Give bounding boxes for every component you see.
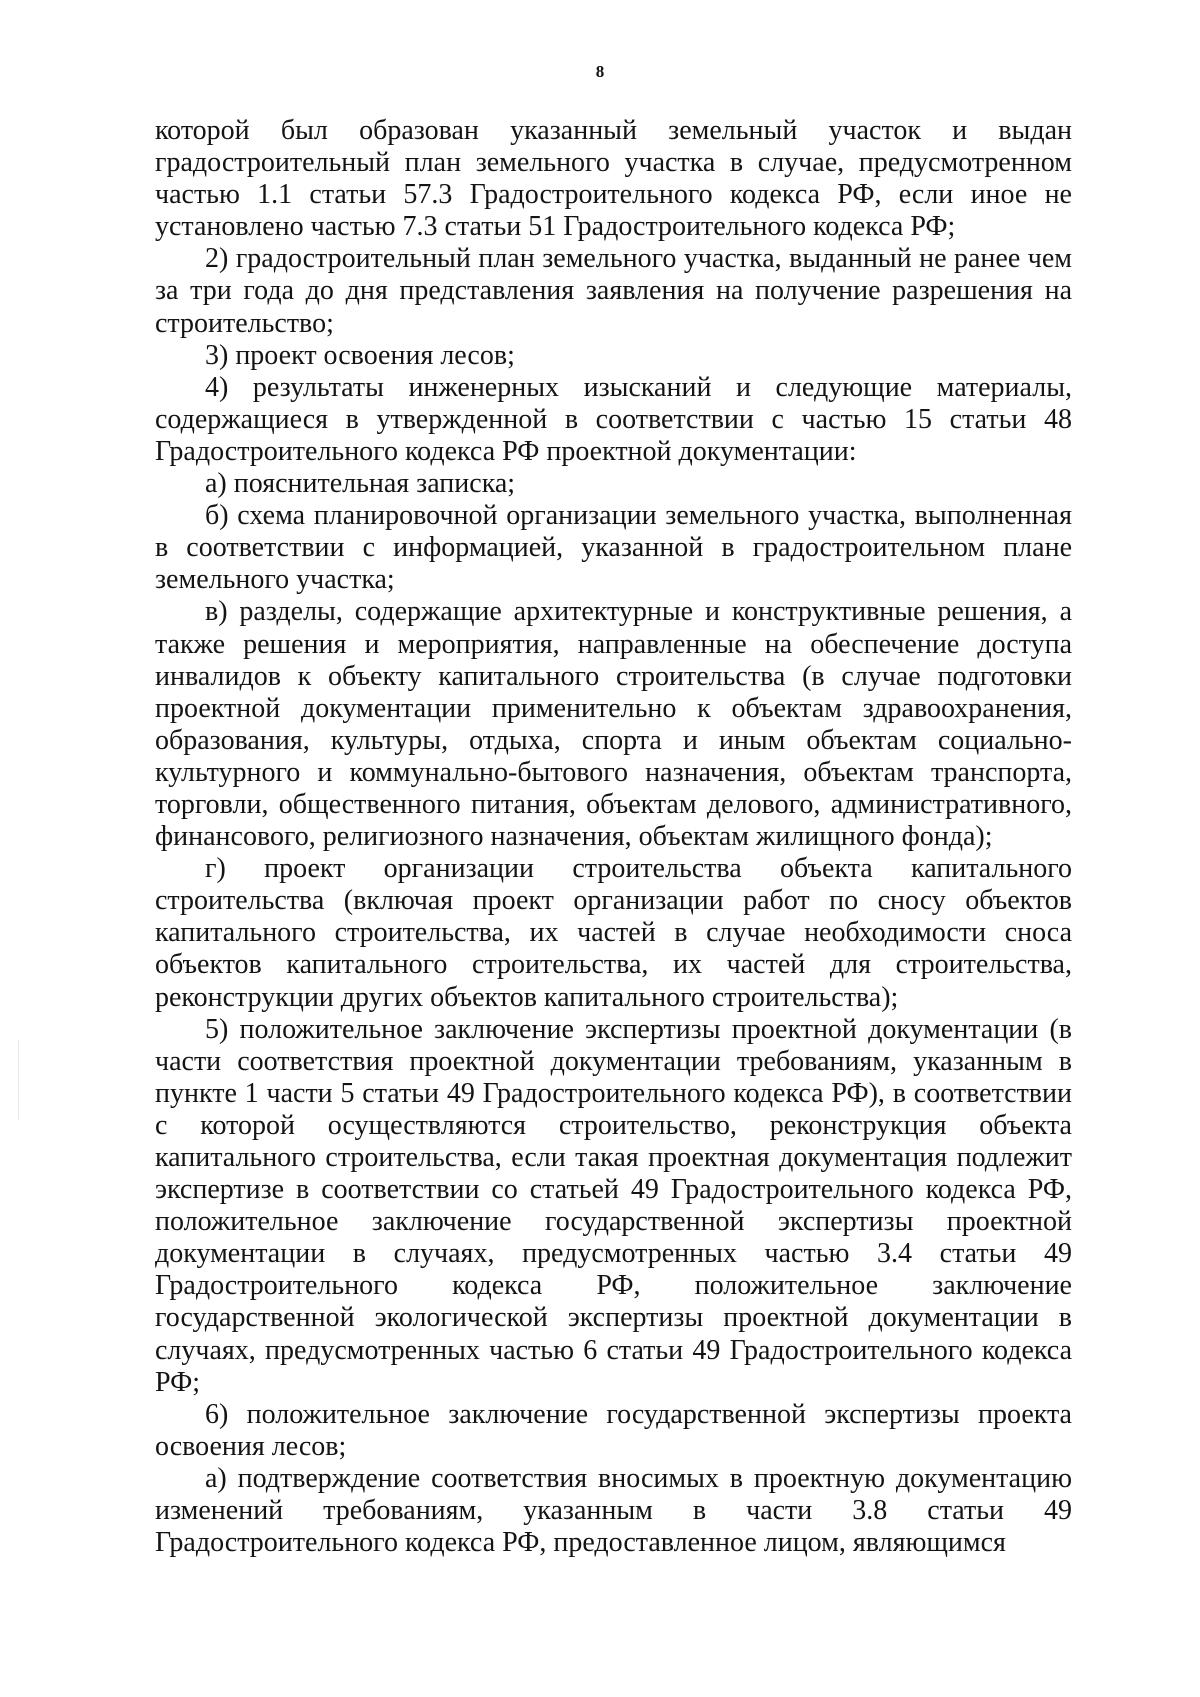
paragraph-item-6: 6) положительное заключение государственной экспертизы проекта освоения лесов; xyxy=(155,1398,1072,1462)
paragraph-item-3: 3) проект освоения лесов; xyxy=(205,339,515,371)
paragraph-continuation: которой был образован указанный земельный участок и выдан градостроительный план земельного участка в случае, предусмотренном частью 1.1 статьи 57.3 Градостроительного кодекса РФ, если иное не установлено частью 7.3 статьи 51 Градостроительного кодекса РФ; xyxy=(155,115,1072,243)
scan-edge-mark xyxy=(18,1040,19,1120)
paragraph-item-4: 4) результаты инженерных изысканий и следующие материалы, содержащиеся в утвержденной в соответствии с частью 15 статьи 48 Градостроительного кодекса РФ проектной документации: xyxy=(155,371,1072,467)
paragraph-item-4v: в) разделы, содержащие архитектурные и конструктивные решения, а также решения и мероприятия, направленные на обеспечение доступа инвалидов к объекту капитального строительства (в случае подготовки проектной документации применительно к объектам здравоохранения, образования, культуры, отдыха, спорта и иным объектам социально-культурного и коммунально-бытового назначения, объектам транспорта, торговли, общественного питания, объектам делового, административного, финансового, религиозного назначения, объектам жилищного фонда); xyxy=(155,596,1072,853)
paragraph-item-6a: а) подтверждение соответствия вносимых в проектную документацию изменений требованиям, указанным в части 3.8 статьи 49 Градостроительного кодекса РФ, предоставленное лицом, являющимся xyxy=(155,1462,1072,1559)
paragraph-item-4b: б) схема планировочной организации земельного участка, выполненная в соответствии с информацией, указанной в градостроительном плане земельного участка; xyxy=(155,500,1072,596)
paragraph-item-4a: а) пояснительная записка; xyxy=(205,468,516,500)
document-body xyxy=(155,115,1072,1559)
paragraph-item-2: 2) градостроительный план земельного участка, выданный не ранее чем за три года до дня представления заявления на получение разрешения на строительство; xyxy=(155,243,1072,339)
paragraph-item-5: 5) положительное заключение экспертизы проектной документации (в части соответствия проектной документации требованиям, указанным в пункте 1 части 5 статьи 49 Градостроительного кодекса РФ), в соответствии с которой осуществляются строительство, реконструкция объекта капитального строительства, если такая проектная документация подлежит экспертизе в соответствии со статьей 49 Градостроительного кодекса РФ, положительное заключение государственной экспертизы проектной документации в случаях, предусмотренных частью 3.4 статьи 49 Градостроительного кодекса РФ, положительное заключение государственной экологической экспертизы проектной документации в случаях, предусмотренных частью 6 статьи 49 Градостроительного кодекса РФ; xyxy=(155,1013,1072,1398)
page-number: 8 xyxy=(595,62,605,81)
paragraph-item-4g: г) проект организации строительства объекта капитального строительства (включая проект организации работ по сносу объектов капитального строительства, их частей в случае необходимости сноса объектов капитального строительства, их частей для строительства, реконструкции других объектов капитального строительства); xyxy=(155,853,1072,1013)
